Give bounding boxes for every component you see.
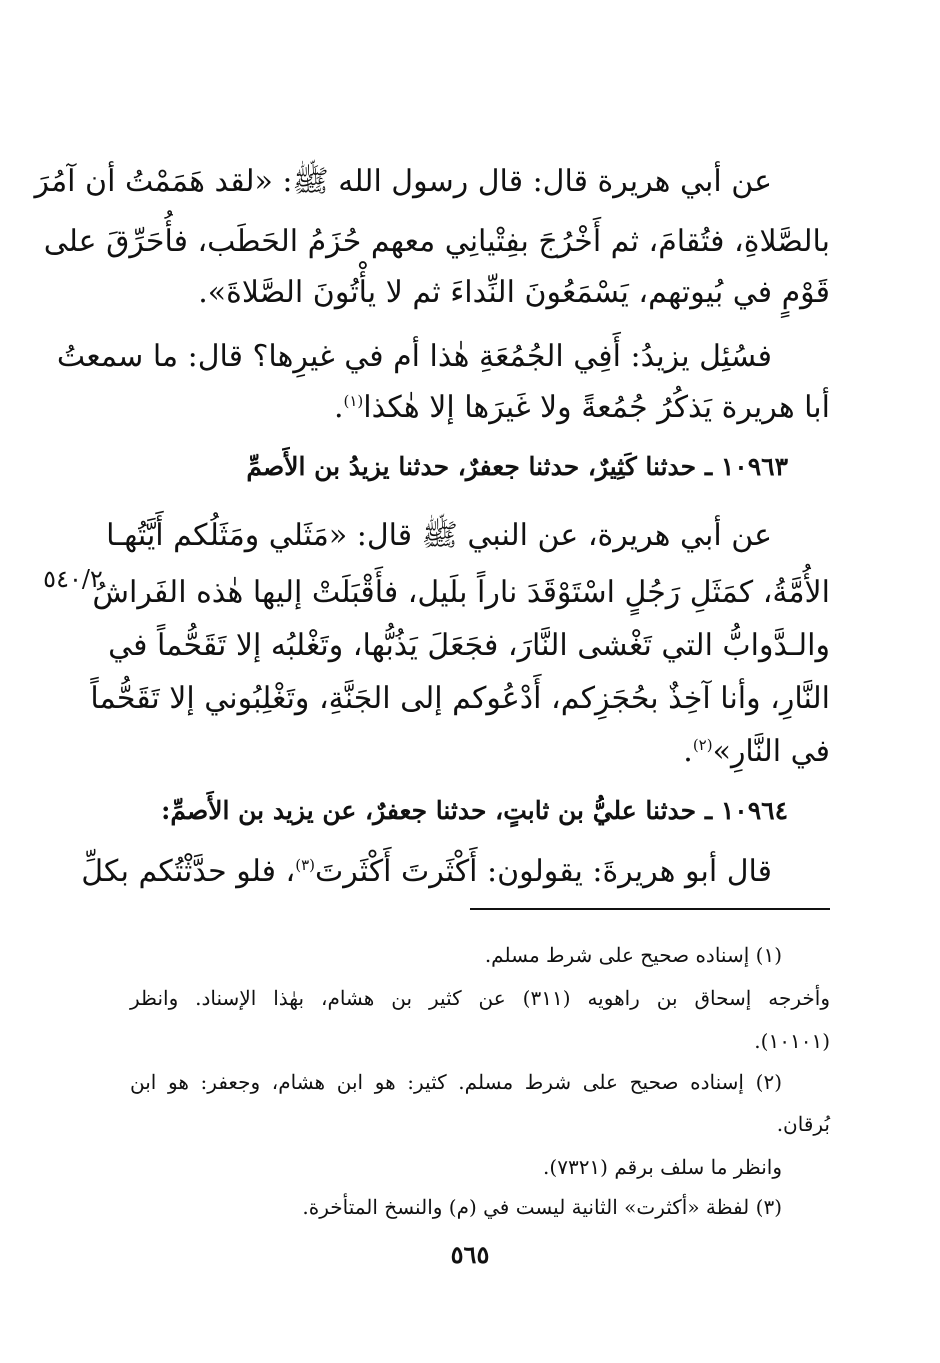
footnote-1-line-1: (١) إسناده صحيح على شرط مسلم. bbox=[484, 943, 782, 967]
footnote-1-line-3: (١٠١٠١). bbox=[754, 1029, 830, 1053]
footnote-ref-1[interactable]: (١) bbox=[343, 392, 364, 410]
footnote-ref-3[interactable]: (٣) bbox=[295, 856, 316, 874]
hadith-10963-line-1: عن أبي هريرة، عن النبي ﷺ قال: «مَثَلي ومَثَلُكم أَيَّتُهـا bbox=[106, 518, 772, 553]
margin-volume-page-ref: ٥٤٠/٢ bbox=[43, 565, 103, 593]
hadith-10963-line-4: النَّارِ، وأنا آخِذٌ بحُجَزِكم، أَدْعُوكم إلى الجَنَّةِ، وتَغْلِبُوني إلا تَقَحُّماً bbox=[90, 681, 830, 716]
paragraph-2-line-2 bbox=[130, 378, 830, 438]
hadith-10964-line-1-b: ، فلو حدَّثْتُكم بكلِّ bbox=[81, 854, 296, 889]
hadith-10963-line-5-text: في النَّارِ» bbox=[712, 734, 830, 769]
hadith-10963-line-3: والـدَّوابُّ التي تَغْشى النَّارَ، فجَعَلَ يَذُبُّها، وتَغْلبُه إلا تَقَحُّماً في bbox=[108, 628, 830, 663]
paragraph-2-line-1: فسُئِل يزيدُ: أَفِي الجُمُعَةِ هٰذا أم في غيرِها؟ قال: ما سمعتُ bbox=[56, 339, 772, 374]
footnote-2-line-1: (٢) إسناده صحيح على شرط مسلم. كثير: هو ابن هشام، وجعفر: هو ابن bbox=[130, 1070, 782, 1094]
hadith-10963-line-2: الأُمَّةُ، كمَثَلِ رَجُلٍ اسْتَوْقَدَ ناراً بلَيل، فأَقْبَلَتْ إليها هٰذه الفَراشُ bbox=[92, 575, 830, 610]
footnote-3-line-1: (٣) لفظة «أكثرت» الثانية ليست في (م) والنسخ المتأخرة. bbox=[302, 1195, 782, 1219]
paragraph-1-line-1: عن أبي هريرة قال: قال رسول الله ﷺ: «لقد هَمَمْتُ أن آمُرَ bbox=[34, 164, 772, 199]
page-number: ٥٦٥ bbox=[450, 1240, 490, 1269]
footnote-separator bbox=[470, 908, 830, 910]
footnote-1-line-2: وأخرجه إسحاق بن راهويه (٣١١) عن كثير بن هشام، بهٰذا الإسناد. وانظر bbox=[130, 986, 830, 1010]
hadith-10963-line-5 bbox=[130, 722, 830, 782]
footnote-2-line-3: وانظر ما سلف برقم (٧٣٢١). bbox=[543, 1155, 782, 1179]
hadith-10964-heading: ١٠٩٦٤ ـ حدثنا عليُّ بن ثابتٍ، حدثنا جعفرٌ، عن يزيد بن الأَصمِّ: bbox=[161, 796, 788, 825]
paragraph-1-line-2: بالصَّلاةِ، فتُقامَ، ثم أَخْرُجَ بفِتْيانِي معهم حُزَمُ الحَطَب، فأُحَرِّقَ على bbox=[43, 224, 830, 259]
paragraph-1-line-3: قَوْمٍ في بُيوتهم، يَسْمَعُونَ النِّداءَ ثم لا يأْتُونَ الصَّلاةَ». bbox=[198, 275, 830, 310]
hadith-10964-line-1-a: قال أبو هريرةَ: يقولون: أَكْثَرتَ أَكْثَرتَ bbox=[315, 854, 772, 889]
hadith-10963-end: . bbox=[683, 734, 693, 769]
footnote-ref-2[interactable]: (٢) bbox=[692, 736, 713, 754]
hadith-10964-line-1 bbox=[81, 842, 830, 902]
footnote-2-line-2: بُرقان. bbox=[776, 1112, 830, 1136]
hadith-10963-heading: ١٠٩٦٣ ـ حدثنا كَثِيرٌ، حدثنا جعفرٌ، حدثنا يزيدُ بن الأَصمِّ bbox=[246, 452, 788, 481]
paragraph-2-end: . bbox=[333, 390, 344, 425]
paragraph-2-line-2-text: أبا هريرة يَذكُرُ جُمُعةً ولا غَيرَها إلا هٰكذا bbox=[363, 390, 830, 425]
